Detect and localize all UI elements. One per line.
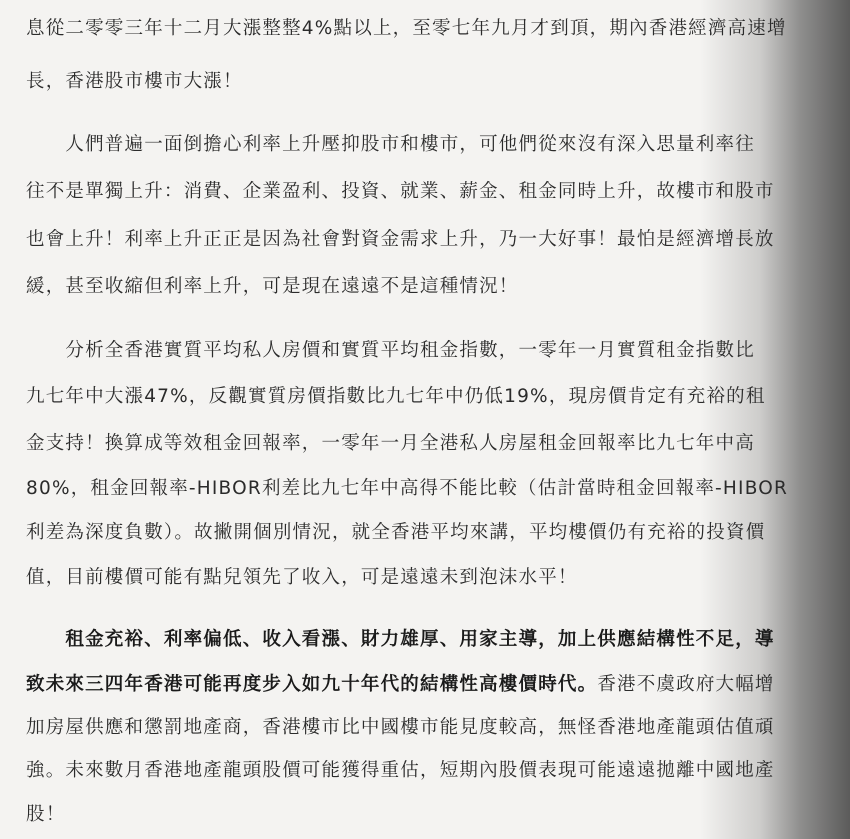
text-line: 金支持！換算成等效租金回報率，一零年一月全港私人房屋租金回報率比九七年中高 [26,433,755,454]
text-line: 股！ [26,804,66,825]
text-line: 80%，租金回報率-HIBOR利差比九七年中高得不能比較（估計當時租金回報率-HIBOR [26,478,789,499]
text-line: 九七年中大漲47%，反觀實質房價指數比九七年中仍低19%，現房價肯定有充裕的租 [26,386,766,407]
text-line: 長，香港股市樓市大漲！ [26,71,243,92]
text-line: 利差為深度負數）。故撇開個別情況，就全香港平均來講，平均樓價仍有充裕的投資價 [26,522,766,543]
bold-text-segment: 致未來三四年香港可能再度步入如九十年代的結構性高樓價時代。 [26,674,598,695]
text-line: 息從二零零三年十二月大漲整整4%點以上，至零七年九月才到頂，期內香港經濟高速增 [26,18,787,39]
text-line: 也會上升！利率上升正正是因為社會對資金需求上升，乃一大好事！最怕是經濟增長放 [26,229,775,250]
text-line: 分析全香港實質平均私人房價和實質平均租金指數，一零年一月實質租金指數比 [26,340,755,361]
text-line: 強。未來數月香港地產龍頭股價可能獲得重估，短期內股價表現可能遠遠拋離中國地產 [26,760,775,781]
text-line: 人們普遍一面倒擔心利率上升壓抑股市和樓市，可他們從來沒有深入思量利率往 [26,134,755,155]
text-line: 往不是單獨上升：消費、企業盈利、投資、就業、薪金、租金同時上升，故樓市和股市 [26,181,775,202]
text-line: 值，目前樓價可能有點兒領先了收入，可是遠遠未到泡沫水平！ [26,567,578,588]
bold-text-line: 租金充裕、利率偏低、收入看漲、財力雄厚、用家主導，加上供應結構性不足，導 [26,629,775,650]
text-segment: 香港不虞政府大幅增 [597,674,775,695]
text-line: 緩，甚至收縮但利率上升，可是現在遠遠不是這種情況！ [26,276,519,297]
text-line [26,673,806,697]
text-line: 加房屋供應和懲罰地產商，香港樓市比中國樓市能見度較高，無怪香港地產龍頭估值頑 [26,717,775,738]
